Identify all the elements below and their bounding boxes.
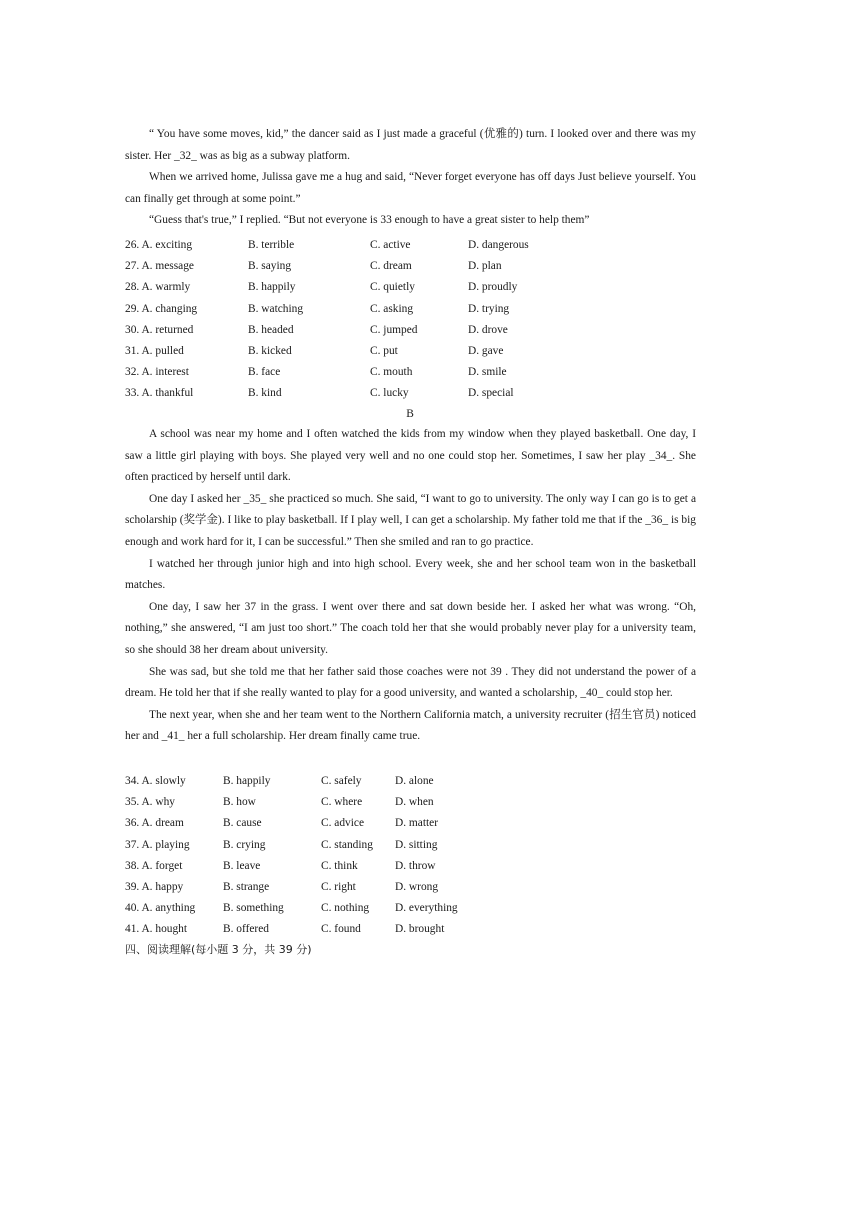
paragraph: A school was near my home and I often watched the kids from my window when they played basketball. One day, I saw a little girl playing with boys. She played very well and no one could stop her. Sometimes, I saw her play _34_. She often practiced by herself until dark. [125,428,696,484]
option-d: D. proudly [468,281,518,294]
option-c: C. active [370,239,411,251]
option-c: C. standing [321,838,373,851]
paragraph: She was sad, but she told me that her father said those coaches were not 39 . They did not understand the power of a dream. He told her that if she really wanted to play for a good university, and wanted a scholarship, _40_ could stop her. [125,665,696,700]
option-b: B. saying [248,260,292,273]
option-b: B. watching [248,302,304,315]
paragraph: I watched her through junior high and into high school. Every week, she and her school team won in the basketball matches. [125,557,696,592]
option-c: C. mouth [370,366,413,379]
paragraph: “Guess that's true,” I replied. “But not everyone is 33 enough to have a great sister to help them” [149,214,590,227]
option-d: D. brought [395,923,445,936]
option-c: C. found [321,923,361,936]
option-d: D. special [468,387,514,400]
option-a: 30. A. returned [125,323,194,336]
option-a: 32. A. interest [125,366,189,379]
option-b: B. happily [248,281,296,294]
section-b-label: B [406,408,414,420]
paragraph: “ You have some moves, kid,” the dancer said as I just made a graceful (优雅的) turn. I looked over and there was my sister. Her _32_ was as big as a subway platform. [125,128,696,162]
option-b: B. how [223,796,256,809]
option-b: B. something [223,902,284,915]
option-b: B. cause [223,817,262,830]
option-c: C. dream [370,260,412,273]
option-a: 27. A. message [125,260,194,273]
option-c: C. where [321,796,363,809]
option-d: D. sitting [395,838,438,851]
option-b: B. face [248,366,281,379]
option-b: B. offered [223,923,269,936]
option-a: 38. A. forget [125,859,183,872]
paragraph: One day I asked her _35_ she practiced so much. She said, “I want to go to university. The only way I can go is to get a scholarship (奖学金). I like to play basketball. If I play well, I can get a scholarship. My father told me that if the _36_ is big enough and work hard for it, I can be successful.” Then she smiled and ran to go practice. [125,492,696,548]
paragraph: The next year, when she and her team went to the Northern California match, a university recruiter (招生官员) noticed her and _41_ her a full scholarship. Her dream finally came true. [125,708,696,743]
option-c: C. advice [321,817,365,830]
option-d: D. dangerous [468,239,529,251]
option-d: D. alone [395,775,434,787]
option-d: D. wrong [395,880,439,893]
option-b: B. strange [223,880,270,893]
option-c: C. safely [321,775,362,787]
option-a: 31. A. pulled [125,344,184,357]
option-c: C. think [321,859,358,872]
option-c: C. put [370,344,398,357]
option-c: C. asking [370,302,414,315]
option-b: B. kind [248,387,282,400]
option-d: D. smile [468,366,507,379]
section-four-heading: 四、阅读理解(每小题 3 分，共 39 分) [125,943,312,956]
option-a: 37. A. playing [125,838,190,851]
option-d: D. throw [395,859,436,872]
passage-b [125,424,696,748]
option-b: B. terrible [248,239,295,251]
option-c: C. nothing [321,902,370,915]
option-d: D. trying [468,302,510,315]
option-a: 26. A. exciting [125,239,193,251]
option-a: 28. A. warmly [125,281,191,294]
option-b: B. leave [223,859,261,872]
paragraph: When we arrived home, Julissa gave me a hug and said, “Never forget everyone has off days Just believe yourself. You can finally get through at some point.” [125,171,696,205]
option-a: 39. A. happy [125,880,184,893]
option-d: D. matter [395,817,439,830]
option-d: D. plan [468,260,502,273]
option-b: B. kicked [248,344,292,357]
option-a: 36. A. dream [125,817,184,830]
option-d: D. when [395,796,434,809]
option-d: D. everything [395,902,458,915]
option-a: 41. A. hought [125,923,188,936]
option-c: C. right [321,880,356,893]
option-a: 40. A. anything [125,902,196,915]
option-b: B. crying [223,838,266,851]
option-a: 29. A. changing [125,302,198,315]
option-a: 33. A. thankful [125,387,194,400]
option-d: D. drove [468,323,508,336]
option-c: C. quietly [370,281,415,294]
passage-a-tail [125,124,696,232]
paragraph: One day, I saw her 37 in the grass. I went over there and sat down beside her. I asked her what was wrong. “Oh, nothing,” she answered, “I am just too short.” The coach told her that she would probably never play for a university team, so she should 38 her dream about university. [125,600,696,656]
option-c: C. jumped [370,323,418,336]
option-a: 35. A. why [125,796,175,809]
option-b: B. headed [248,323,294,336]
option-b: B. happily [223,775,271,787]
option-c: C. lucky [370,387,409,400]
option-a: 34. A. slowly [125,775,186,787]
option-d: D. gave [468,344,504,357]
